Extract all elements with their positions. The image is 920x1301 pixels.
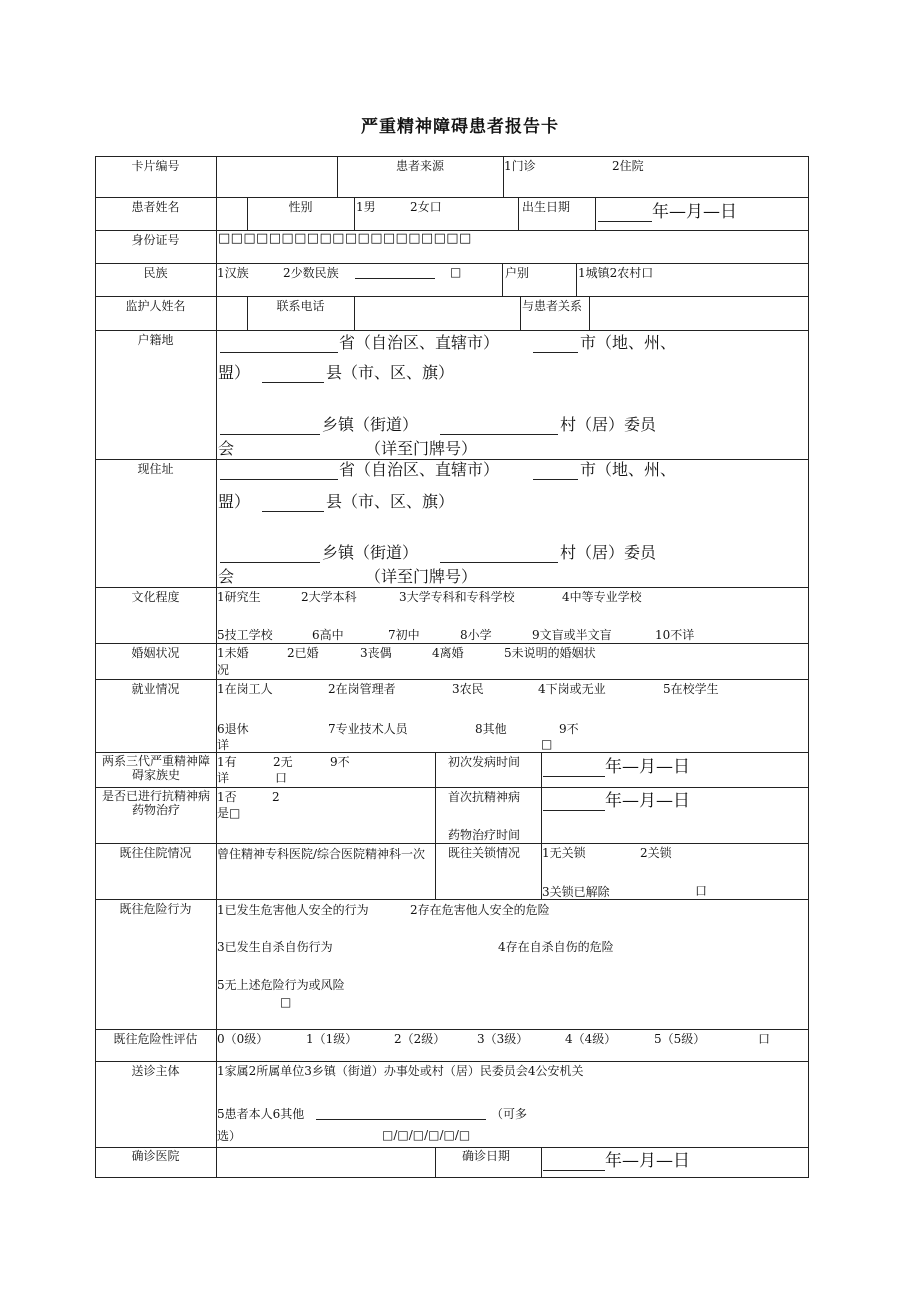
hukou-label: 户别	[505, 266, 530, 280]
marital-opt-2[interactable]: 2已婚	[287, 646, 319, 660]
diag-date[interactable]: 年—月—日	[543, 1150, 690, 1171]
marital-opt-4[interactable]: 4离婚	[432, 646, 464, 660]
source-label: 患者来源	[395, 159, 444, 173]
fh-opt-1[interactable]: 1有	[217, 755, 237, 769]
hospitalization-text: 曾住精神专科医院/综合医院精神科一次	[217, 847, 426, 861]
marital-opt-3[interactable]: 3丧偶	[360, 646, 392, 660]
hk-province-text: 省（自治区、直辖市）	[339, 333, 500, 352]
cur-city-text: 市（地、州、	[580, 460, 677, 479]
cur-province-blank[interactable]	[220, 479, 338, 480]
referral-label: 送诊主体	[131, 1064, 180, 1078]
hk-town-blank[interactable]	[220, 434, 320, 435]
minority-underline[interactable]	[355, 278, 435, 279]
hk-town-text: 乡镇（街道）	[322, 415, 419, 434]
first-drug-date[interactable]: 年—月—日	[543, 790, 690, 811]
cur-meng-text: 盟）	[218, 492, 251, 511]
edu-opt-4[interactable]: 4中等专业学校	[562, 590, 642, 604]
risk-behavior-options-cell[interactable]	[216, 899, 808, 1029]
hospitalization-label: 既往住院情况	[119, 846, 192, 860]
cur-village-text: 村（居）委员	[560, 543, 657, 562]
relation-label: 与患者关系	[522, 299, 583, 313]
lock-opt-2[interactable]: 2关锁	[640, 846, 672, 860]
cur-village-blank[interactable]	[440, 562, 558, 563]
referral-multi-note-cont: 选）	[217, 1129, 242, 1143]
education-label: 文化程度	[131, 590, 180, 604]
hukou-address-field[interactable]	[216, 330, 808, 459]
diag-hospital-label: 确诊医院	[131, 1149, 180, 1163]
risk-opt-5[interactable]: 5无上述危险行为或风险	[217, 978, 345, 992]
birth-date[interactable]: 年—月—日	[598, 201, 737, 222]
emp-opt-3[interactable]: 3农民	[452, 682, 484, 696]
sex-male[interactable]: 1男	[356, 200, 376, 214]
table-right-border	[808, 156, 809, 1178]
edu-opt-9[interactable]: 9文盲或半文盲	[532, 628, 612, 642]
emp-opt-8[interactable]: 8其他	[475, 722, 507, 736]
hk-province-blank[interactable]	[220, 352, 338, 353]
fh-opt-2[interactable]: 2无	[273, 755, 293, 769]
guardian-label: 监护人姓名	[125, 299, 186, 313]
marital-label: 婚姻状况	[131, 646, 180, 660]
table-bottom-border	[95, 1177, 809, 1178]
guardian-field[interactable]	[216, 296, 247, 330]
emp-opt-2[interactable]: 2在岗管理者	[328, 682, 396, 696]
risk-opt-4[interactable]: 4存在自杀自伤的危险	[498, 940, 614, 954]
risk-assessment-label: 既往危险性评估	[113, 1032, 198, 1046]
edu-opt-5[interactable]: 5技工学校	[217, 628, 273, 642]
assess-opt-5[interactable]: 5（5级）	[654, 1032, 706, 1046]
marital-opt-5-cont: 况	[217, 663, 230, 677]
family-history-label: 两系三代严重精神障碍家族史	[101, 754, 210, 782]
id-boxes[interactable]: □□□□□□□□□□□□□□□□□□□□	[218, 231, 472, 246]
risk-opt-1[interactable]: 1已发生危害他人安全的行为	[217, 903, 369, 917]
lock-box[interactable]: 口	[695, 884, 708, 898]
lock-opt-1[interactable]: 1无关锁	[542, 846, 586, 860]
ethnic-box[interactable]: □	[450, 265, 462, 279]
edu-opt-8[interactable]: 8小学	[460, 628, 492, 642]
hk-county-blank[interactable]	[262, 382, 324, 383]
ethnic-minority[interactable]: 2少数民族	[283, 266, 339, 280]
emp-opt-1[interactable]: 1在岗工人	[217, 682, 273, 696]
assess-opt-0[interactable]: 0（0级）	[217, 1032, 269, 1046]
assess-opt-4[interactable]: 4（4级）	[565, 1032, 617, 1046]
risk-behavior-label: 既往危险行为	[119, 902, 192, 916]
name-field[interactable]	[216, 197, 247, 230]
id-label: 身份证号	[131, 233, 180, 247]
cur-town-blank[interactable]	[220, 562, 320, 563]
current-address-label: 现住址	[137, 462, 174, 476]
marital-opt-1[interactable]: 1未婚	[217, 646, 249, 660]
hk-county-text: 县（市、区、旗）	[326, 363, 455, 382]
emp-opt-5[interactable]: 5在校学生	[663, 682, 719, 696]
name-label: 患者姓名	[131, 200, 180, 214]
emp-opt-7[interactable]: 7专业技术人员	[328, 722, 408, 736]
current-address-label-cell	[95, 459, 216, 587]
cur-county-text: 县（市、区、旗）	[326, 492, 455, 511]
drug-opt-1[interactable]: 1否	[217, 790, 237, 804]
emp-box[interactable]: □	[541, 737, 553, 751]
cur-town-text: 乡镇（街道）	[322, 543, 419, 562]
lock-opt-3[interactable]: 3关锁已解除	[542, 885, 610, 899]
risk-behavior-label-cell	[95, 899, 216, 1029]
hk-city-blank[interactable]	[533, 352, 578, 353]
page-title: 严重精神障碍患者报告卡	[361, 117, 559, 137]
assess-opt-3[interactable]: 3（3级）	[477, 1032, 529, 1046]
assess-opt-1[interactable]: 1（1级）	[306, 1032, 358, 1046]
edu-opt-3[interactable]: 3大学专科和专科学校	[399, 590, 515, 604]
drug-therapy-label: 是否已进行抗精神病药物治疗	[101, 789, 210, 817]
relation-field[interactable]	[589, 296, 808, 330]
hk-village-text: 村（居）委员	[560, 415, 657, 434]
fh-opt-3-cont: 详	[217, 771, 230, 785]
fh-opt-3[interactable]: 9不	[330, 755, 350, 769]
cur-city-blank[interactable]	[533, 479, 578, 480]
assess-opt-2[interactable]: 2（2级）	[394, 1032, 446, 1046]
emp-opt-9[interactable]: 9不	[559, 722, 579, 736]
phone-field[interactable]	[354, 296, 520, 330]
diag-hospital-field[interactable]	[216, 1147, 435, 1178]
card-no-field[interactable]	[216, 156, 337, 197]
employment-label: 就业情况	[131, 682, 180, 696]
first-drug-label-1: 首次抗精神病	[448, 790, 521, 804]
hk-hui-text: 会	[218, 439, 235, 458]
onset-date[interactable]: 年—月—日	[543, 756, 690, 777]
lock-label: 既往关锁情况	[448, 846, 521, 860]
referral-boxes[interactable]: □/□/□/□/□/□	[382, 1128, 471, 1142]
drug-therapy-options-cell[interactable]	[216, 787, 435, 843]
edu-opt-2[interactable]: 2大学本科	[301, 590, 357, 604]
referral-line-2[interactable]: 5患者本人6其他	[217, 1107, 305, 1121]
marital-opt-5[interactable]: 5未说明的婚姻状	[504, 646, 596, 660]
cur-province-text: 省（自治区、直辖市）	[339, 460, 500, 479]
sex-female[interactable]: 2女口	[410, 200, 442, 214]
hk-village-blank[interactable]	[440, 434, 558, 435]
source-outpatient[interactable]: 1门诊	[504, 159, 536, 173]
ethnic-han[interactable]: 1汉族	[217, 266, 249, 280]
onset-label: 初次发病时间	[448, 755, 521, 769]
drug-opt-2[interactable]: 2	[272, 790, 280, 804]
cur-house-no-text: （详至门牌号）	[365, 567, 478, 586]
first-drug-label-2: 药物治疗时间	[448, 828, 521, 842]
hukou-address-label-cell	[95, 330, 216, 459]
risk-opt-3[interactable]: 3已发生自杀自伤行为	[217, 940, 333, 954]
risk-box[interactable]: □	[280, 995, 292, 1009]
cur-hui-text: 会	[218, 567, 235, 586]
emp-opt-6[interactable]: 6退休	[217, 722, 249, 736]
ethnic-label: 民族	[143, 266, 168, 280]
source-inpatient[interactable]: 2住院	[612, 159, 644, 173]
hk-city-text: 市（地、州、	[580, 333, 677, 352]
emp-opt-4[interactable]: 4下岗或无业	[538, 682, 606, 696]
referral-multi-note: （可多	[491, 1107, 528, 1121]
drug-opt-2-cont[interactable]: 是□	[217, 806, 241, 820]
hk-meng-text: 盟）	[218, 363, 251, 382]
referral-other-blank[interactable]	[316, 1119, 486, 1120]
employment-options-cell[interactable]	[216, 679, 808, 752]
fh-box[interactable]: 口	[275, 771, 288, 785]
emp-opt-9-cont: 详	[217, 738, 230, 752]
birth-label: 出生日期	[522, 200, 571, 214]
sex-label: 性别	[288, 200, 313, 214]
edu-opt-1[interactable]: 1研究生	[217, 590, 261, 604]
referral-line-1[interactable]: 1家属2所属单位3乡镇（街道）办事处或村（居）民委员会4公安机关	[217, 1064, 584, 1078]
cur-county-blank[interactable]	[262, 511, 324, 512]
source-options-cell[interactable]	[503, 156, 808, 197]
family-history-options-cell[interactable]	[216, 752, 435, 787]
card-no-label: 卡片编号	[131, 159, 180, 173]
phone-label: 联系电话	[276, 299, 325, 313]
assess-box[interactable]: 口	[758, 1032, 771, 1046]
edu-opt-10[interactable]: 10不详	[655, 628, 695, 642]
hukou-options[interactable]: 1城镇2农村口	[578, 266, 654, 280]
hukou-address-label: 户籍地	[137, 333, 174, 347]
diag-date-label: 确诊日期	[462, 1149, 511, 1163]
risk-opt-2[interactable]: 2存在危害他人安全的危险	[410, 903, 550, 917]
edu-opt-7[interactable]: 7初中	[388, 628, 420, 642]
hk-house-no-text: （详至门牌号）	[365, 439, 478, 458]
edu-opt-6[interactable]: 6高中	[312, 628, 344, 642]
